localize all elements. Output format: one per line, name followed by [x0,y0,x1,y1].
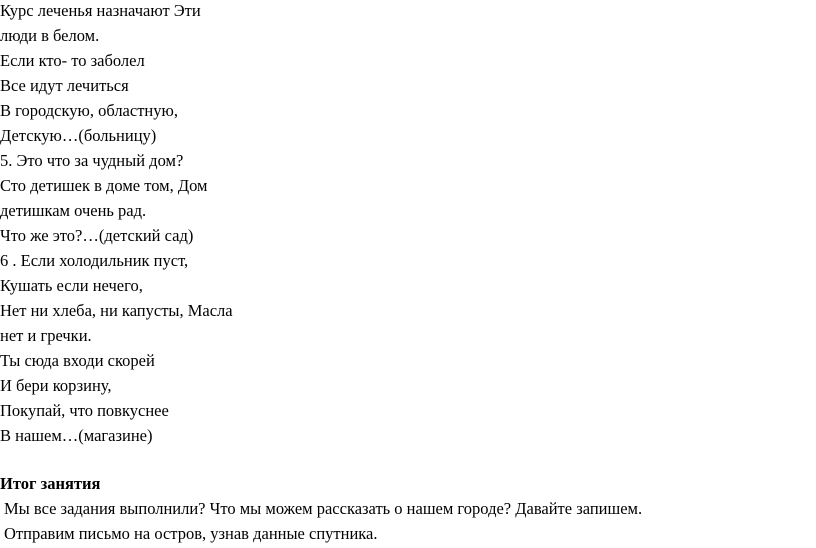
riddle-line: И бери корзину, [0,376,112,395]
riddle-line: В городскую, областную, [0,101,178,120]
summary-heading: Итог занятия [0,474,101,493]
summary-line: Мы все задания выполнили? Что мы можем рассказать о нашем городе? Давайте запишем. [4,499,643,518]
riddle-line: Что же это?…(детский сад) [0,226,194,245]
riddle-line: люди в белом. [0,26,100,45]
riddle-line: Детскую…(больницу) [0,126,157,145]
riddle-line: 5. Это что за чудный дом? [0,151,184,170]
riddle-line: детишкам очень рад. [0,201,147,220]
riddle-line: Кушать если нечего, [0,276,143,295]
riddle-line: Ты сюда входи скорей [0,351,155,370]
riddle-line: Курс леченья назначают Эти [0,1,201,20]
riddle-line: Сто детишек в доме том, Дом [0,176,208,195]
riddle-line: 6 . Если холодильник пуст, [0,251,189,270]
riddle-line: Все идут лечиться [0,76,129,95]
summary-line: Отправим письмо на остров, узнав данные спутника. [4,524,378,543]
riddle-line: В нашем…(магазине) [0,426,153,445]
riddle-line: Если кто- то заболел [0,51,145,70]
riddle-line: Нет ни хлеба, ни капусты, Масла [0,301,233,320]
riddle-line: Покупай, что повкуснее [0,401,169,420]
riddle-line: нет и гречки. [0,326,92,345]
